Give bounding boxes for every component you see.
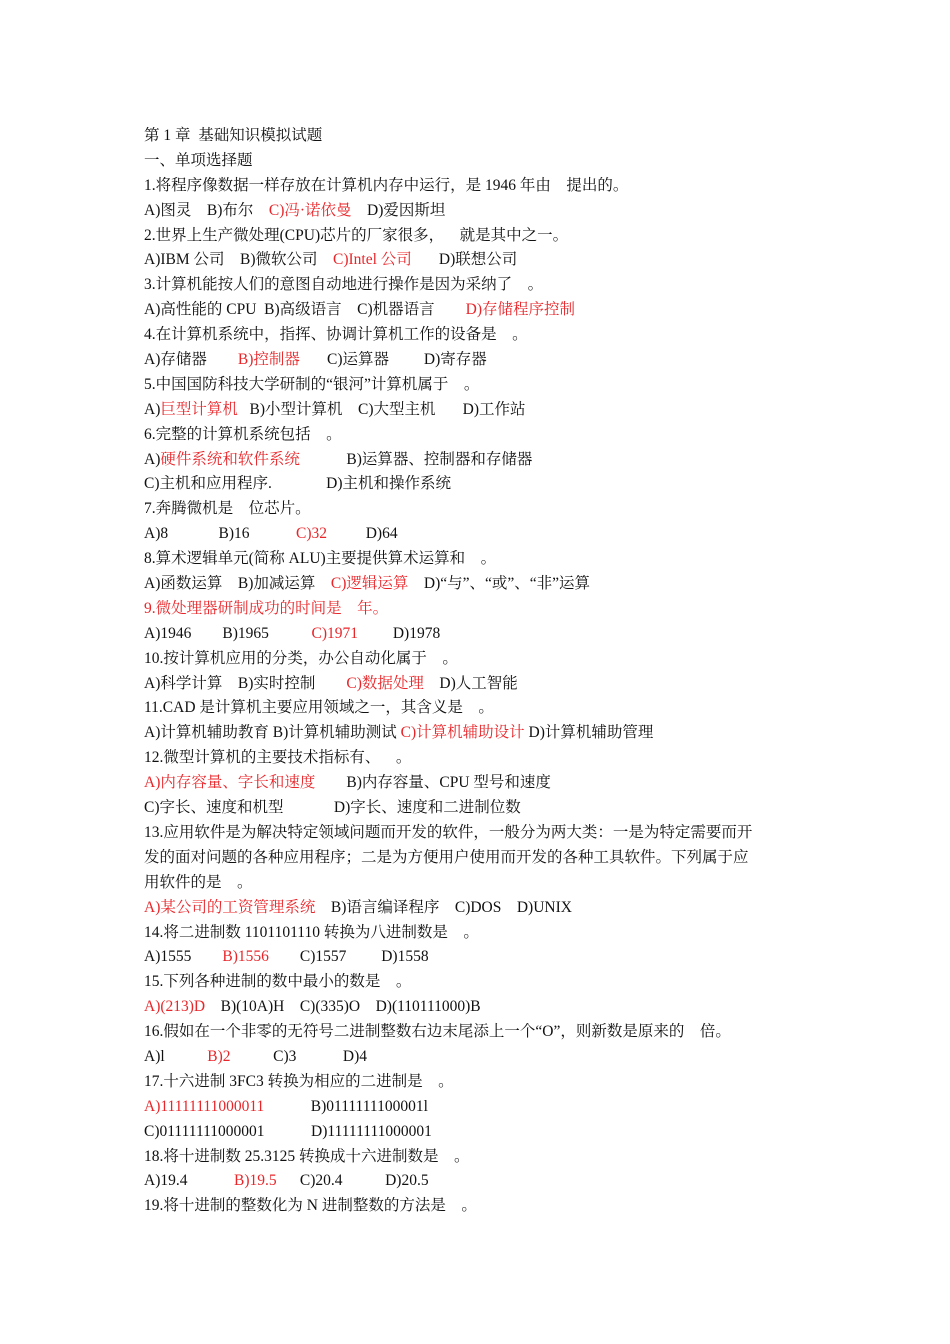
line-text: D)计算机辅助管理 <box>524 724 654 742</box>
line-text: 19.将十进制的整数化为 N 进制整数的方法是 。 <box>144 1197 477 1215</box>
line-text: 4.在计算机系统中，指挥、协调计算机工作的设备是 。 <box>144 326 528 344</box>
document-line <box>144 746 810 771</box>
line-text: B)小型计算机 C)大型主机 D)工作站 <box>237 400 526 418</box>
answer-text: C)冯·诺依曼 <box>268 201 352 219</box>
document-line <box>144 348 810 373</box>
line-text: A)19.4 <box>144 1172 234 1190</box>
question-list <box>144 174 810 1219</box>
document-line <box>144 423 810 448</box>
answer-text: A)(213)D <box>144 998 206 1016</box>
document-line <box>144 597 810 622</box>
answer-text: C)数据处理 <box>346 674 424 692</box>
line-text: A)l <box>144 1047 208 1065</box>
line-text: A) <box>144 450 161 468</box>
line-text: 1.将程序像数据一样存放在计算机内存中运行，是 1946 年由 提出的。 <box>144 176 629 194</box>
line-text: 6.完整的计算机系统包括 。 <box>144 425 342 443</box>
line-text: 16.假如在一个非零的无符号二进制整数右边末尾添上一个“O”，则新数是原来的 倍。 <box>144 1023 731 1041</box>
line-text: C)1557 D)1558 <box>268 948 429 966</box>
line-text: B)0111111100001l <box>264 1097 428 1115</box>
line-text: B)内存容量、CPU 型号和速度 <box>315 774 551 792</box>
document-line <box>144 871 810 896</box>
line-text: D)“与”、“或”、“非”运算 <box>408 575 591 593</box>
line-text: A)8 B)16 <box>144 525 296 543</box>
document-line <box>144 771 810 796</box>
line-text: 17.十六进制 3FC3 转换为相应的二进制是 。 <box>144 1072 454 1090</box>
line-text: 8.算术逻辑单元(简称 ALU)主要提供算术运算和 。 <box>144 550 497 568</box>
line-text: 2.世界上生产微处理(CPU)芯片的厂家很多， 就是其中之一。 <box>144 226 569 244</box>
document-line <box>144 821 810 846</box>
line-text: A)IBM 公司 B)微软公司 <box>144 251 334 269</box>
answer-text: C)32 <box>295 525 327 543</box>
document-line <box>144 1070 810 1095</box>
document-line <box>144 373 810 398</box>
document-line <box>144 323 810 348</box>
document-line <box>144 547 810 572</box>
line-text: 发的面对问题的各种应用程序；二是为方便用户使用而开发的各种工具软件。下列属于应 <box>144 848 749 866</box>
line-text: C)主机和应用程序. D)主机和操作系统 <box>144 475 451 493</box>
document-line <box>144 224 810 249</box>
line-text: A)1555 <box>144 948 223 966</box>
answer-text: 巨型计算机 <box>160 400 238 418</box>
line-text: B)(10A)H C)(335)O D)(110111000)B <box>205 998 481 1016</box>
line-text: 18.将十进制数 25.3125 转换成十六进制数是 。 <box>144 1147 470 1165</box>
line-text: 用软件的是 。 <box>144 873 253 891</box>
line-text: D)1978 <box>357 624 441 642</box>
document-line <box>144 896 810 921</box>
line-text: A)科学计算 B)实时控制 <box>144 674 347 692</box>
answer-text: B)控制器 <box>237 351 300 369</box>
document-line <box>144 945 810 970</box>
line-text: D)爱因斯坦 <box>351 201 446 219</box>
answer-text: 硬件系统和软件系统 <box>160 450 300 468</box>
document-line <box>144 1020 810 1045</box>
line-text: 12.微型计算机的主要技术指标有、 。 <box>144 749 412 767</box>
document-line <box>144 1169 810 1194</box>
document-line <box>144 796 810 821</box>
answer-text: B)1556 <box>222 948 269 966</box>
answer-text: B)19.5 <box>233 1172 277 1190</box>
line-text: C)01111111000001 D)11111111000001 <box>144 1122 432 1140</box>
document-line <box>144 995 810 1020</box>
line-text: C)3 D)4 <box>230 1047 368 1065</box>
line-text: 5.中国国防科技大学研制的“银河”计算机属于 。 <box>144 375 480 393</box>
document-line <box>144 248 810 273</box>
document-page <box>144 124 810 1219</box>
chapter-title: 第 1 章 基础知识模拟试题 <box>144 127 323 144</box>
answer-text: C)逻辑运算 <box>330 575 409 593</box>
answer-text: D)存储程序控制 <box>465 301 575 319</box>
document-line <box>144 448 810 473</box>
document-line <box>144 174 810 199</box>
answer-text: A)内存容量、字长和速度 <box>144 774 316 792</box>
answer-text: C)Intel 公司 <box>333 251 412 269</box>
line-text: A)存储器 <box>144 351 238 369</box>
document-line <box>144 199 810 224</box>
section-title: 一、单项选择题 <box>144 151 253 169</box>
document-line <box>144 398 810 423</box>
document-line <box>144 672 810 697</box>
line-text: B)语言编译程序 C)DOS D)UNIX <box>315 898 572 916</box>
document-line <box>144 298 810 323</box>
document-line <box>144 1120 810 1145</box>
line-text: A)函数运算 B)加减运算 <box>144 575 331 593</box>
line-text: 13.应用软件是为解决特定领域问题而开发的软件，一般分为两大类：一是为特定需要而开 <box>144 823 753 841</box>
document-line <box>144 572 810 597</box>
document-line <box>144 522 810 547</box>
answer-text: A)某公司的工资管理系统 <box>144 898 316 916</box>
answer-text: 9.微处理器研制成功的时间是 年。 <box>144 599 389 617</box>
answer-text: C)1971 <box>311 624 358 642</box>
document-line <box>144 721 810 746</box>
line-text: A)1946 B)1965 <box>144 624 312 642</box>
line-text: 3.计算机能按人们的意图自动地进行操作是因为采纳了 。 <box>144 276 544 294</box>
document-line <box>144 1095 810 1120</box>
document-line <box>144 497 810 522</box>
line-text: A)高性能的 CPU B)高级语言 C)机器语言 <box>144 301 466 319</box>
line-text: 10.按计算机应用的分类，办公自动化属于 。 <box>144 649 458 667</box>
line-text: D)64 <box>326 525 398 543</box>
document-line <box>144 1045 810 1070</box>
answer-text: A)11111111000011 <box>144 1097 265 1115</box>
line-text: A)计算机辅助教育 B)计算机辅助测试 <box>144 724 401 742</box>
line-text: 15.下列各种进制的数中最小的数是 。 <box>144 973 412 991</box>
line-text: 7.奔腾微机是 位芯片。 <box>144 500 311 518</box>
answer-text: C)计算机辅助设计 <box>400 724 525 742</box>
line-text: C)运算器 D)寄存器 <box>299 351 487 369</box>
document-line <box>144 921 810 946</box>
document-line <box>144 696 810 721</box>
document-line <box>144 472 810 497</box>
answer-text: B)2 <box>207 1047 231 1065</box>
document-line <box>144 273 810 298</box>
line-text: 11.CAD 是计算机主要应用领域之一，其含义是 。 <box>144 699 494 717</box>
line-text: D)联想公司 <box>411 251 518 269</box>
document-line <box>144 1145 810 1170</box>
line-text: B)运算器、控制器和存储器 <box>299 450 533 468</box>
document-line <box>144 846 810 871</box>
document-line <box>144 647 810 672</box>
line-text: A)图灵 B)布尔 <box>144 201 269 219</box>
line-text: C)20.4 D)20.5 <box>276 1172 429 1190</box>
line-text: C)字长、速度和机型 D)字长、速度和二进制位数 <box>144 799 521 817</box>
document-line <box>144 970 810 995</box>
line-text: 14.将二进制数 1101101110 转换为八进制数是 。 <box>144 923 479 941</box>
line-text: A) <box>144 400 161 418</box>
document-line <box>144 1194 810 1219</box>
line-text: D)人工智能 <box>423 674 518 692</box>
document-line <box>144 622 810 647</box>
